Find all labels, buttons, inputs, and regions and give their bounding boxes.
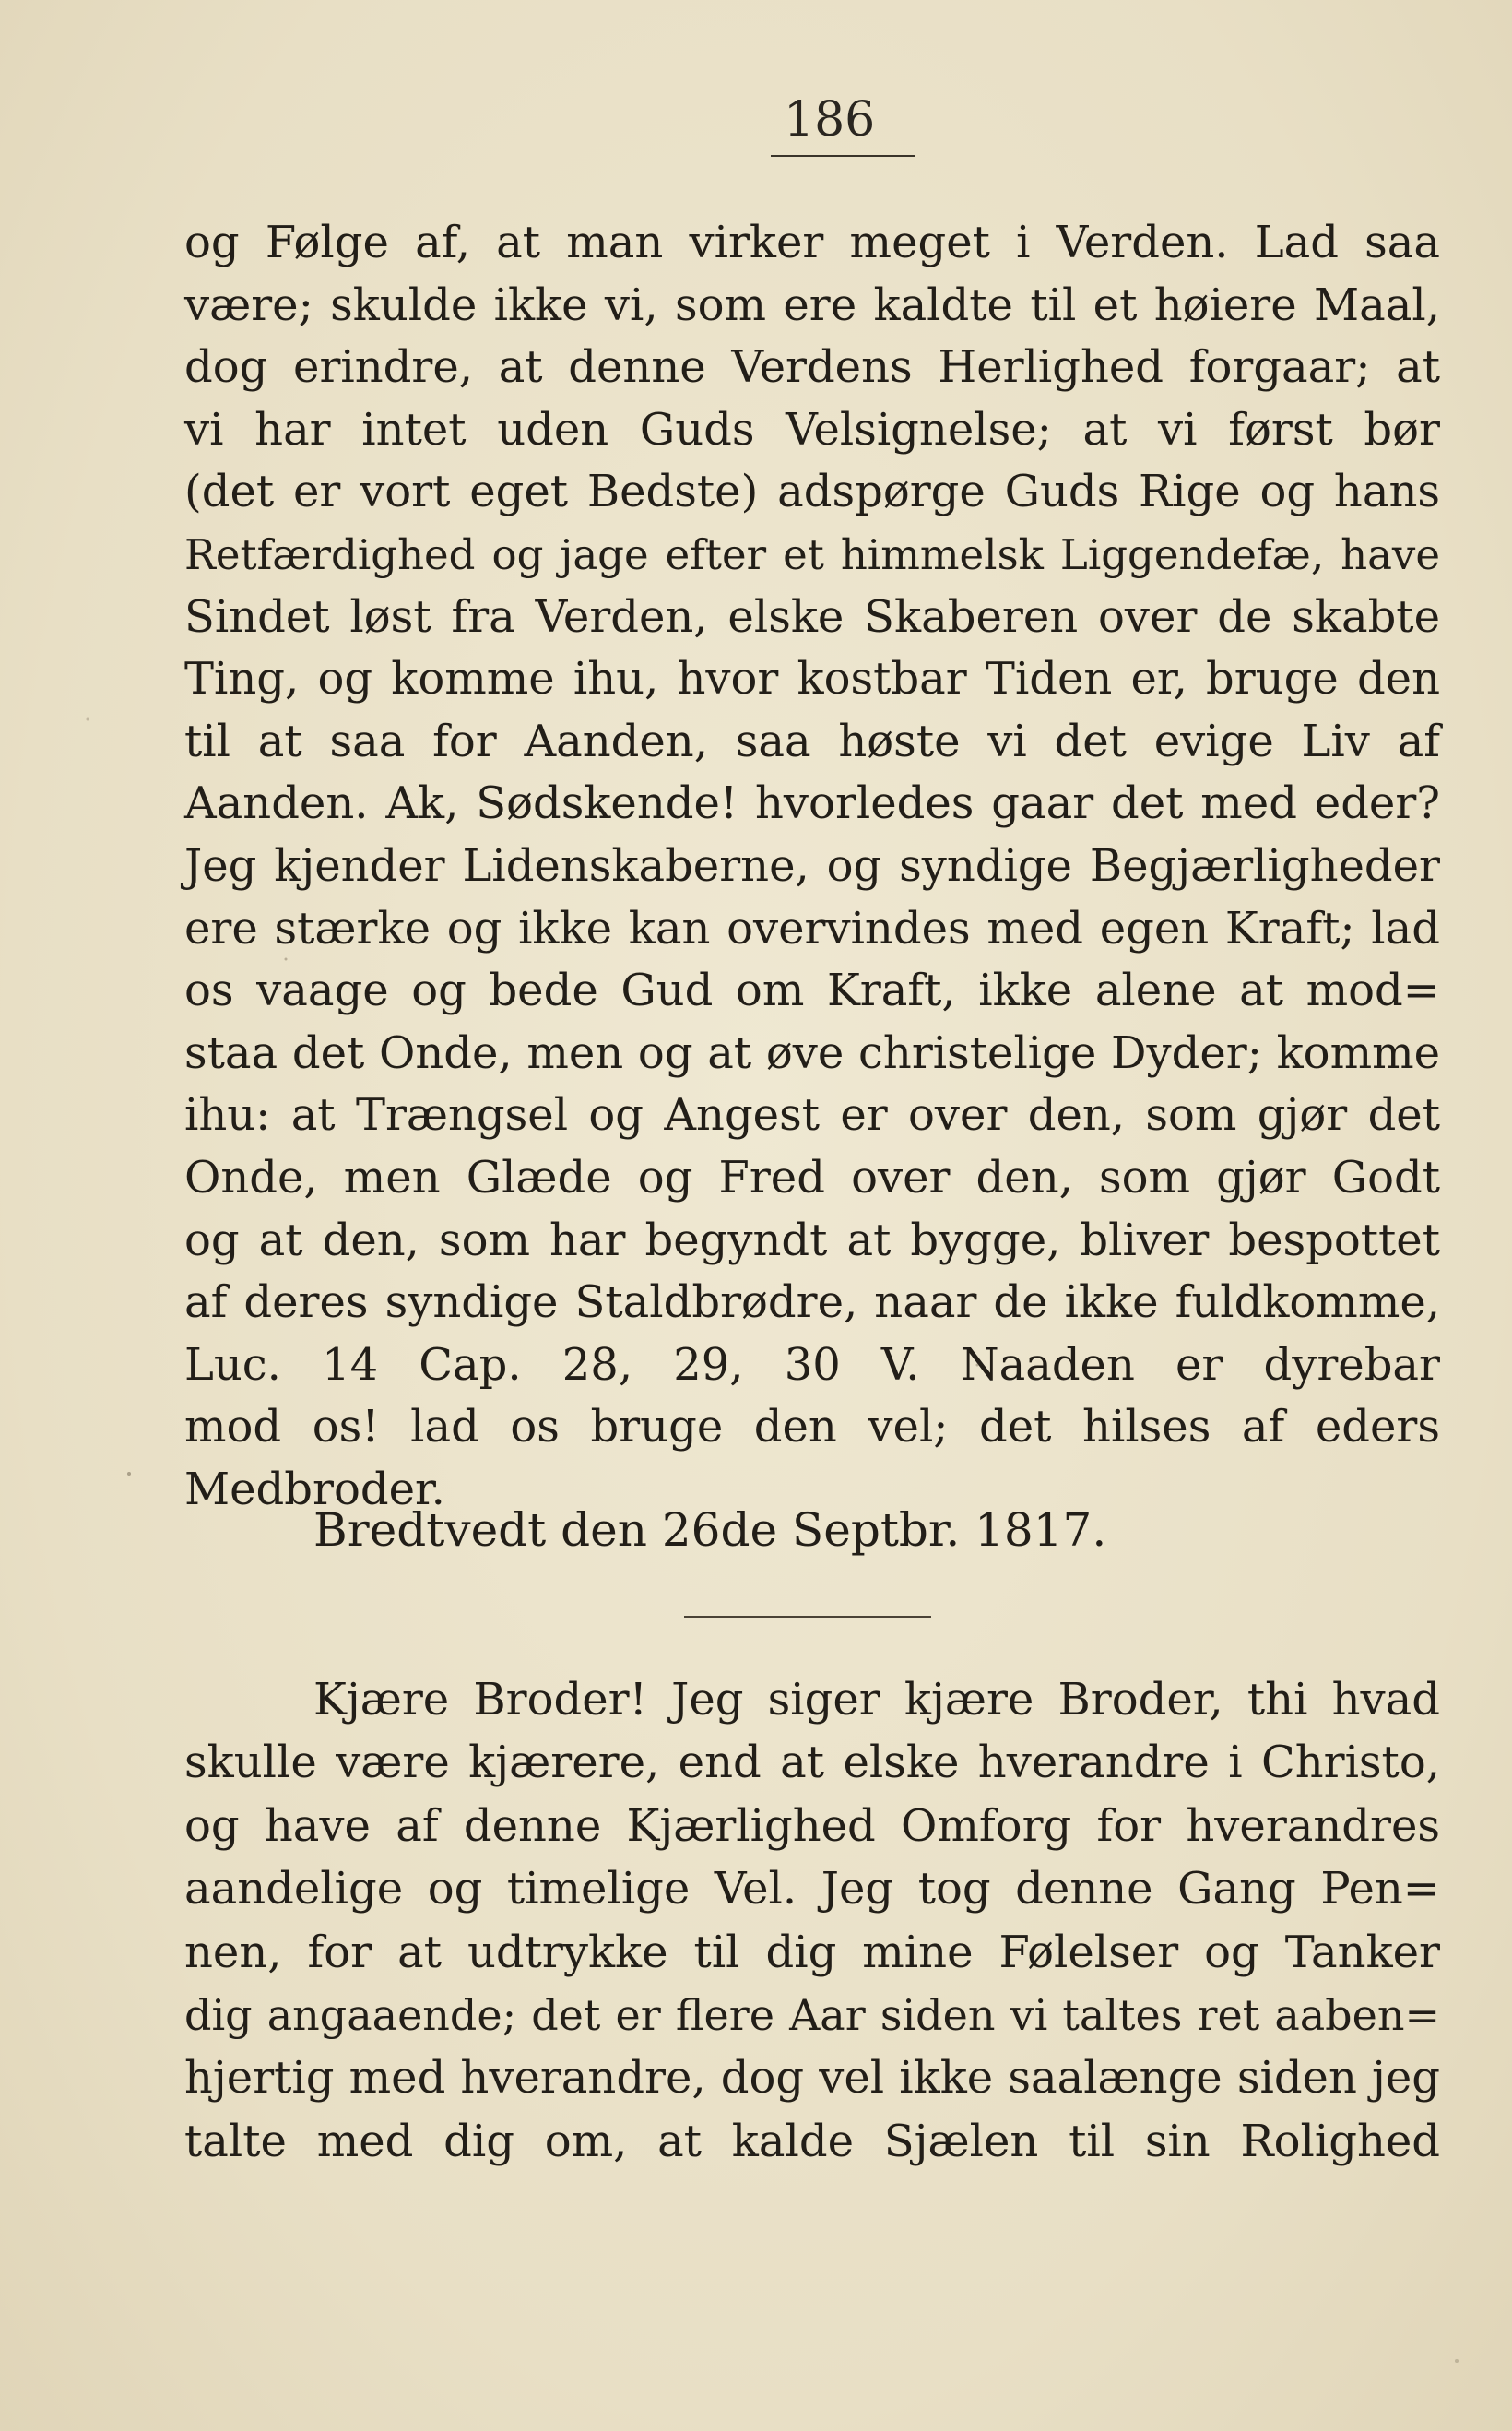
text-line: Luc. 14 Cap. 28, 29, 30 V. Naaden er dyrebar (184, 1338, 1440, 1391)
text-line: (det er vort eget Bedste) adspørge Guds Rige og hans (184, 466, 1440, 518)
text-line: skulle være kjærere, end at elske hverandre i Christo, (184, 1737, 1440, 1789)
text-line: Kjære Broder! Jeg siger kjære Broder, thi hvad (313, 1674, 1440, 1725)
text-line: af deres syndige Staldbrødre, naar de ikke fuldkomme, (184, 1276, 1440, 1329)
text-line: Medbroder. (184, 1463, 445, 1515)
text-line: dig angaaende; det er flere Aar siden vi taltes ret aaben= (184, 1989, 1440, 2040)
text-line: mod os! lad os bruge den vel; det hilses af eders (184, 1401, 1440, 1453)
text-line: Onde, men Glæde og Fred over den, som gjør Godt (184, 1151, 1440, 1204)
text-line: Sindet løst fra Verden, elske Skaberen over de skabte (184, 590, 1440, 643)
text-line: ihu: at Trængsel og Angest er over den, som gjør det (184, 1089, 1440, 1142)
text-line: være; skulde ikke vi, som ere kaldte til et høiere Maal, (184, 279, 1440, 331)
text-line: til at saa for Aanden, saa høste vi det evige Liv af (184, 715, 1440, 767)
letter-signature-date: Bredtvedt den 26de Septbr. 1817. (313, 1503, 1107, 1557)
text-line: hjertig med hverandre, dog vel ikke saalænge siden jeg (184, 2052, 1440, 2105)
text-line: dog erindre, at denne Verdens Herlighed forgaar; at (184, 341, 1440, 394)
text-line: talte med dig om, at kalde Sjælen til sin Rolighed (184, 2115, 1440, 2167)
text-line: aandelige og timelige Vel. Jeg tog denne Gang Pen= (184, 1863, 1440, 1915)
page-number: 186 (784, 92, 876, 148)
text-line: Aanden. Ak, Sødskende! hvorledes gaar det med eder? (184, 777, 1440, 830)
text-line: Retfærdighed og jage efter et himmelsk Liggendefæ, have (184, 529, 1440, 579)
text-line: og have af denne Kjærlighed Omforg for hverandres (184, 1799, 1440, 1852)
text-line: os vaage og bede Gud om Kraft, ikke alene at mod= (184, 965, 1440, 1017)
text-line: og at den, som har begyndt at bygge, bliver bespottet (184, 1214, 1440, 1266)
text-line: Jeg kjender Lidenskaberne, og syndige Begjærligheder (184, 839, 1440, 892)
text-line: ere stærke og ikke kan overvindes med egen Kraft; lad (184, 902, 1440, 955)
text-line: staa det Onde, men og at øve christelige Dyder; komme (184, 1026, 1440, 1079)
text-line: vi har intet uden Guds Velsignelse; at vi først bør (184, 403, 1440, 456)
text-line: nen, for at udtrykke til dig mine Følelser og Tanker (184, 1926, 1440, 1978)
text-line: Ting, og komme ihu, hvor kostbar Tiden er, bruge den (184, 653, 1440, 706)
text-line: og Følge af, at man virker meget i Verden. Lad saa (184, 217, 1440, 268)
